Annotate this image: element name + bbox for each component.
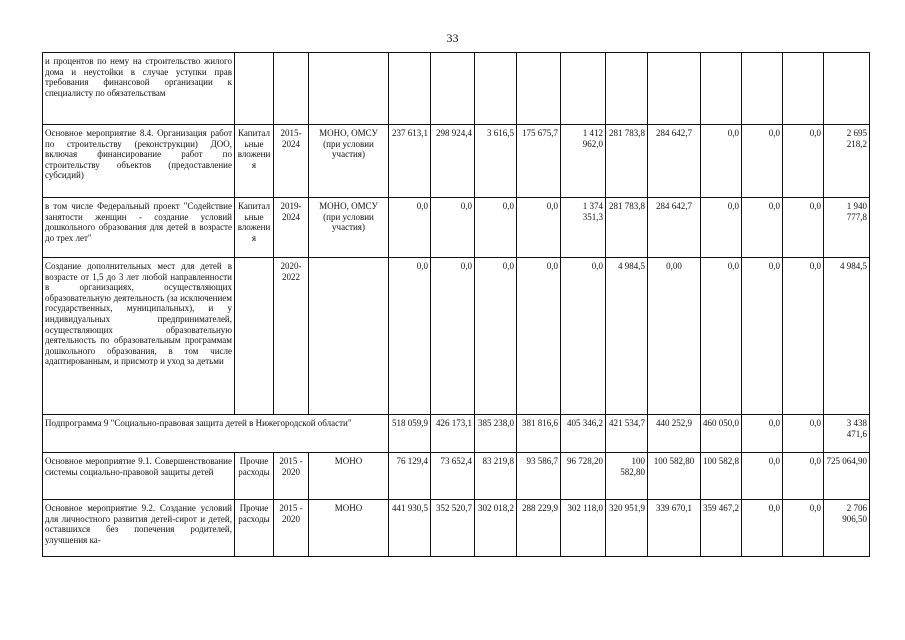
amount-cell: 100 582,80	[606, 453, 648, 500]
funding-source-cell: Прочие расходы	[235, 500, 274, 557]
amount-cell: 100 582,80	[648, 453, 701, 500]
amount-cell: 0,0	[431, 198, 475, 258]
amount-cell: 320 951,9	[606, 500, 648, 557]
amount-cell: 0,0	[701, 198, 742, 258]
amount-cell: 0,0	[783, 415, 824, 453]
amount-cell	[517, 53, 561, 125]
amount-cell: 73 652,4	[431, 453, 475, 500]
amount-cell: 100 582,8	[701, 453, 742, 500]
table-row	[43, 53, 870, 125]
amount-cell	[606, 53, 648, 125]
amount-cell: 440 252,9	[648, 415, 701, 453]
amount-cell: 0,0	[783, 453, 824, 500]
amount-cell	[648, 53, 701, 125]
amount-cell: 284 642,7	[648, 125, 701, 198]
amount-cell: 0,0	[783, 125, 824, 198]
period-cell	[274, 53, 309, 125]
funding-source-cell: Капитальные вложения	[235, 125, 274, 198]
amount-cell: 0,0	[701, 125, 742, 198]
amount-cell: 1 940 777,8	[824, 198, 870, 258]
amount-cell: 0,0	[742, 125, 783, 198]
amount-cell: 518 059,9	[389, 415, 431, 453]
amount-cell	[475, 53, 517, 125]
amount-cell: 1 374 351,3	[561, 198, 606, 258]
amount-cell: 725 064,90	[824, 453, 870, 500]
subprogram-title-cell: Подпрограмма 9 "Социально-правовая защита детей в Нижегородской области"	[43, 415, 389, 453]
amount-cell: 2 706 906,50	[824, 500, 870, 557]
amount-cell: 237 613,1	[389, 125, 431, 198]
amount-cell: 2 695 218,2	[824, 125, 870, 198]
period-cell: 2020-2022	[274, 258, 309, 415]
amount-cell: 0,0	[475, 198, 517, 258]
funding-source-cell	[235, 258, 274, 415]
period-cell: 2015-2024	[274, 125, 309, 198]
executor-cell	[309, 258, 389, 415]
amount-cell: 0,0	[742, 415, 783, 453]
program-funding-table	[42, 52, 870, 557]
amount-cell: 96 728,20	[561, 453, 606, 500]
amount-cell: 0,00	[648, 258, 701, 415]
period-cell: 2015 - 2020	[274, 453, 309, 500]
funding-source-cell	[235, 53, 274, 125]
amount-cell: 0,0	[742, 258, 783, 415]
amount-cell: 0,0	[389, 258, 431, 415]
amount-cell: 381 816,6	[517, 415, 561, 453]
table-row	[43, 198, 870, 258]
amount-cell: 0,0	[783, 198, 824, 258]
activity-description-cell: Основное мероприятие 9.2. Создание условий для личностного развития детей-сирот и детей, оставшихся без попечения родителей, улучшения ка-	[43, 500, 235, 557]
amount-cell: 3 616,5	[475, 125, 517, 198]
amount-cell: 405 346,2	[561, 415, 606, 453]
amount-cell: 0,0	[742, 198, 783, 258]
amount-cell: 0,0	[742, 453, 783, 500]
executor-cell: МОНО	[309, 500, 389, 557]
executor-cell: МОНО	[309, 453, 389, 500]
amount-cell: 385 238,0	[475, 415, 517, 453]
amount-cell: 1 412 962,0	[561, 125, 606, 198]
amount-cell: 460 050,0	[701, 415, 742, 453]
activity-description-cell: в том числе Федеральный проект "Содействие занятости женщин - создание условий дошкольного образования для детей в возрасте до трех лет"	[43, 198, 235, 258]
table-row	[43, 258, 870, 415]
amount-cell: 352 520,7	[431, 500, 475, 557]
table-row	[43, 125, 870, 198]
amount-cell: 0,0	[701, 258, 742, 415]
amount-cell: 0,0	[783, 258, 824, 415]
funding-source-cell: Капитальные вложения	[235, 198, 274, 258]
table-row	[43, 415, 870, 453]
amount-cell: 0,0	[475, 258, 517, 415]
amount-cell: 441 930,5	[389, 500, 431, 557]
amount-cell: 0,0	[742, 500, 783, 557]
amount-cell	[561, 53, 606, 125]
amount-cell	[824, 53, 870, 125]
amount-cell: 175 675,7	[517, 125, 561, 198]
amount-cell: 0,0	[561, 258, 606, 415]
amount-cell: 421 534,7	[606, 415, 648, 453]
amount-cell: 0,0	[783, 500, 824, 557]
amount-cell: 302 118,0	[561, 500, 606, 557]
amount-cell: 0,0	[389, 198, 431, 258]
funding-source-cell: Прочие расходы	[235, 453, 274, 500]
executor-cell: МОНО, ОМСУ (при условии участия)	[309, 198, 389, 258]
amount-cell	[701, 53, 742, 125]
executor-cell: МОНО, ОМСУ (при условии участия)	[309, 125, 389, 198]
amount-cell: 281 783,8	[606, 198, 648, 258]
page-number: 33	[446, 31, 459, 45]
amount-cell: 288 229,9	[517, 500, 561, 557]
amount-cell: 281 783,8	[606, 125, 648, 198]
amount-cell: 284 642,7	[648, 198, 701, 258]
amount-cell	[742, 53, 783, 125]
amount-cell: 76 129,4	[389, 453, 431, 500]
table-row	[43, 500, 870, 557]
period-cell: 2019-2024	[274, 198, 309, 258]
amount-cell: 4 984,5	[606, 258, 648, 415]
table-row	[43, 453, 870, 500]
amount-cell: 302 018,2	[475, 500, 517, 557]
amount-cell: 359 467,2	[701, 500, 742, 557]
amount-cell: 426 173,1	[431, 415, 475, 453]
activity-description-cell: Создание дополнительных мест для детей в возрасте от 1,5 до 3 лет любой направленности в организациях, осуществляющих образовательную деятельность (за исключением государственных, муниципальных), и у индивидуальных предпринимателей, осуществляющих образовательную деятельность по образовательным программам дошкольного образования, в том числе адаптированным, и присмотр и уход за детьми	[43, 258, 235, 415]
amount-cell: 0,0	[431, 258, 475, 415]
amount-cell: 0,0	[517, 258, 561, 415]
amount-cell: 298 924,4	[431, 125, 475, 198]
amount-cell: 83 219,8	[475, 453, 517, 500]
period-cell: 2015 - 2020	[274, 500, 309, 557]
amount-cell	[389, 53, 431, 125]
activity-description-cell: Основное мероприятие 8.4. Организация работ по строительству (реконструкции) ДОО, включая финансирование работ по строительству объектов (предоставление субсидий)	[43, 125, 235, 198]
amount-cell: 93 586,7	[517, 453, 561, 500]
amount-cell	[783, 53, 824, 125]
amount-cell	[431, 53, 475, 125]
amount-cell: 3 438 471,6	[824, 415, 870, 453]
executor-cell	[309, 53, 389, 125]
amount-cell: 0,0	[517, 198, 561, 258]
amount-cell: 4 984,5	[824, 258, 870, 415]
amount-cell: 339 670,1	[648, 500, 701, 557]
activity-description-cell: Основное мероприятие 9.1. Совершенствование системы социально-правовой защиты детей	[43, 453, 235, 500]
activity-description-cell: и процентов по нему на строительство жилого дома и неустойки в случае уступки прав требования финансовой организации к специалисту по обязательствам	[43, 53, 235, 125]
